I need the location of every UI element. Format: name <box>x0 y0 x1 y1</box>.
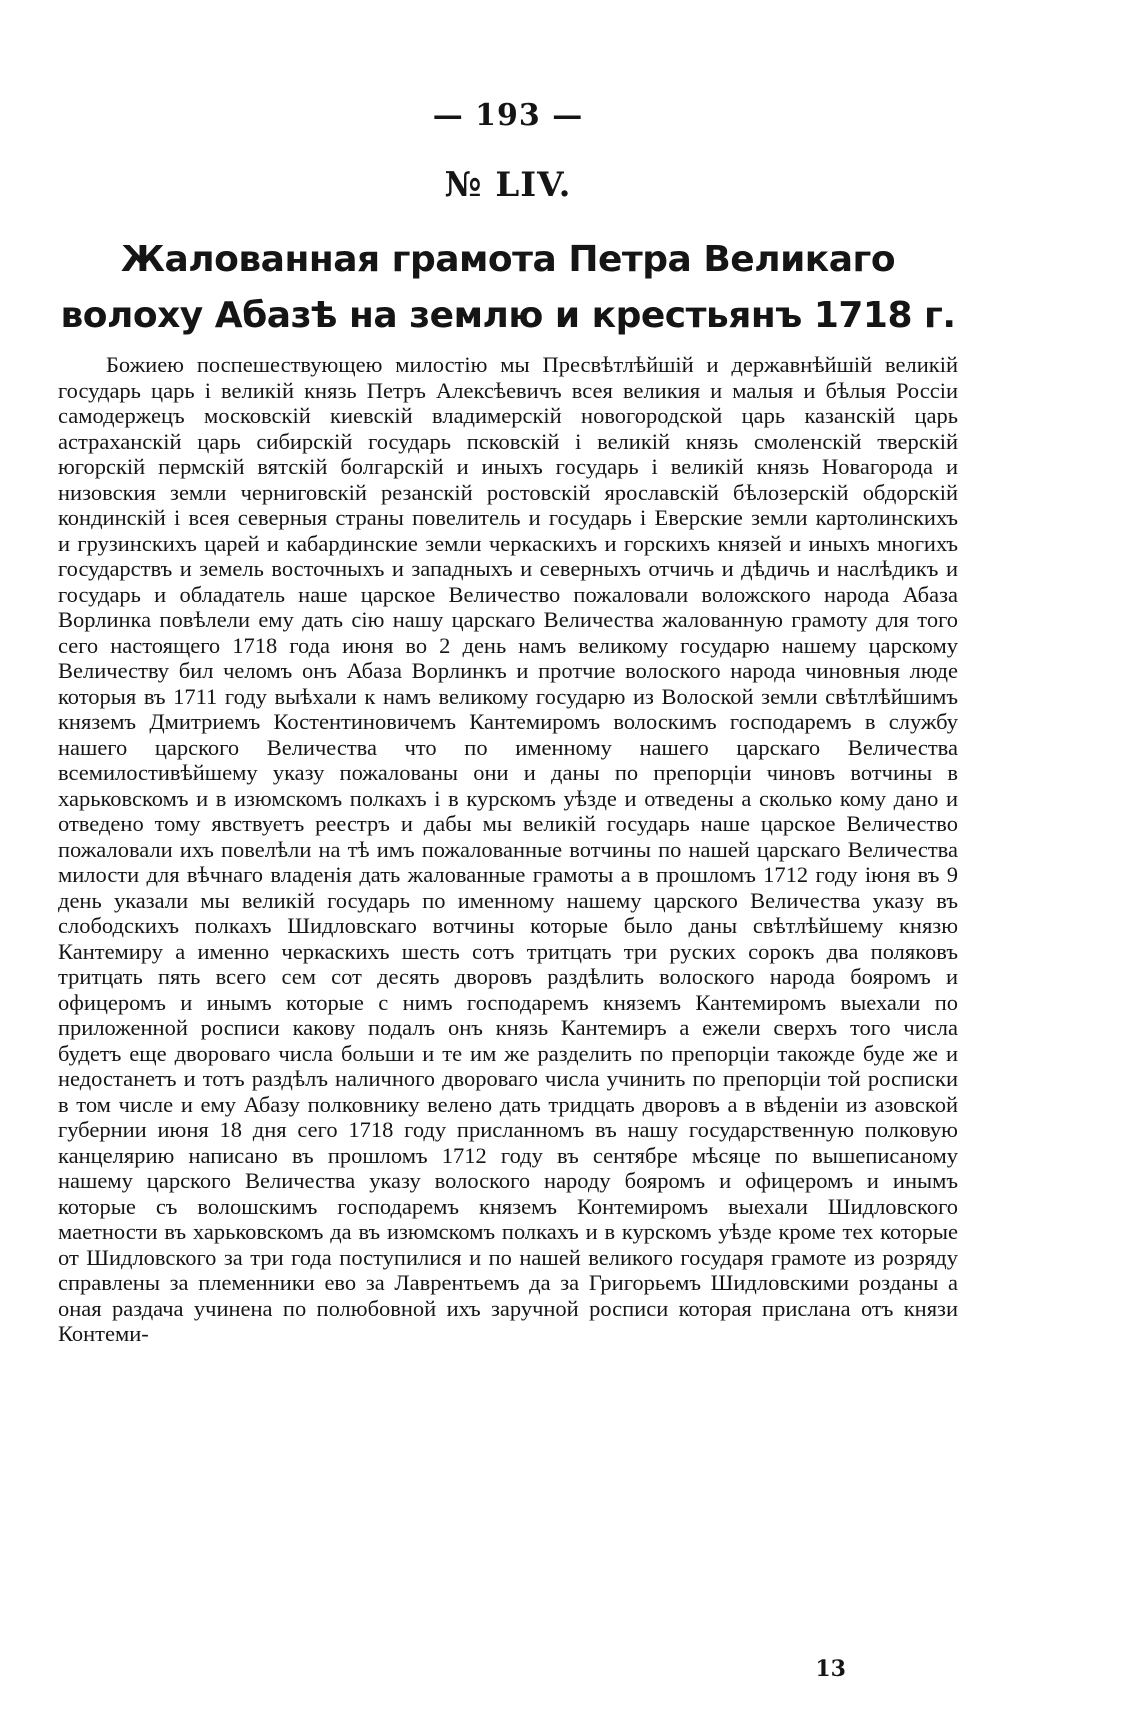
page-number: — 193 — <box>432 98 584 133</box>
document-page <box>58 0 958 1730</box>
signature-mark: 13 <box>815 1656 846 1682</box>
body-text: Божиею поспешествующею милостiю мы Пресвѣтлѣйшiй и державнѣйшiй великiй государь царь i великiй князь Петръ Алексѣевичъ всея великия и малыя и бѣлыя Россiи самодержецъ московскiй киевскiй владимерскiй новогородской царь казанскiй царь астраханскiй царь сибирскiй государь псковскiй i великiй князь смоленскiй тверскiй югорскiй пермскiй вятскiй болгарскiй и иныхъ государь i великiй князь Новагорода и низовския земли черниговскiй резанскiй ростовскiй ярославскiй бѣлозерскiй обдорскiй кондинскiй i всея северныя страны повелитель и государь i Еверские земли картолинскихъ и грузинскихъ царей и кабардинские земли черкаскихъ и горскихъ князей и иныхъ многихъ государствъ и земель восточныхъ и западныхъ и северныхъ отчичь и дѣдичь и наслѣдикъ и государь и обладатель наше царское Величество пожаловали воложского народа Абаза Ворлинка повѣлели ему дать сiю нашу царскаго Величества жалованную грамоту для того сего настоящего 1718 года июня во 2 день намъ великому государю нашему царскому Величеству бил челомъ онъ Абаза Ворлинкъ и протчие волоского народа чиновныя люде которыя въ 1711 году выѣхали к намъ великому государю из Волоской земли свѣтлѣйшимъ княземъ Дмитриемъ Костентиновичемъ Кантемиромъ волоскимъ господаремъ в службу нашего царского Величества что по именному нашего царскаго Величества всемилостивѣйшему указу пожалованы они и даны по препорцiи чиновъ вотчины в харьковскомъ и в изюмскомъ полкахъ i в курскомъ уѣзде и отведены а сколько кому дано и отведено тому явствуетъ реестръ и дабы мы великiй государь наше царское Величество пожаловали ихъ повелѣли на тѣ имъ пожалованные вотчины по нашей царскаго Величества милости для вѣчнаго владенiя дать жалованные грамоты а в прошломъ 1712 году iюня въ 9 день указали мы великiй государь по именному нашему царского Величества указу въ слободскихъ полкахъ Шидловскаго вотчины которые было даны свѣтлѣйшему князю Кантемиру а именно черкаскихъ шесть сотъ тритцать три руских сорокъ два поляковъ тритцать пять всего сем сот десять дворовъ раздѣлить волоского народа бояромъ и офицеромъ и инымъ которые с нимъ господаремъ княземъ Кантемиромъ выехали по приложенной росписи какову подалъ онъ князь Кантемиръ а ежели сверхъ того числа будетъ еще двороваго числа больши и те им же разделить по препорцiи такожде буде же и недостанетъ и тотъ раздѣлъ наличного двороваго числа учинить по препорцiи той росписки в том числе и ему Абазу полковнику велено дать тридцать дворовъ а в вѣденiи из азовской губернии июня 18 дня сего 1718 году присланномъ въ нашу государственную полковую канцелярию написано въ прошломъ 1712 году въ сентябре мѣсяце по вышеписаному нашему царского Величества указу волоского народу бояромъ и офицеромъ и инымъ которые съ волошскимъ господаремъ княземъ Контемиромъ выехали Шидловского маетности въ харьковскомъ да въ изюмскомъ полкахъ и в курскомъ уѣзде кроме тех которые от Шидловского за три года поступилися и по нашей великого государя грамоте из розряду справлены за племенники ево за Лаврентьемъ да за Григорьемъ Шидловскими розданы а оная раздача учинена по полюбовной ихъ заручной росписи которая прислана отъ князи Контеми- <box>58 352 958 1346</box>
document-title: Жалованная грамота Петра Великаго волоху Абазѣ на землю и крестьянъ 1718 г. <box>60 239 956 336</box>
document-number: № LIV. <box>444 165 572 205</box>
